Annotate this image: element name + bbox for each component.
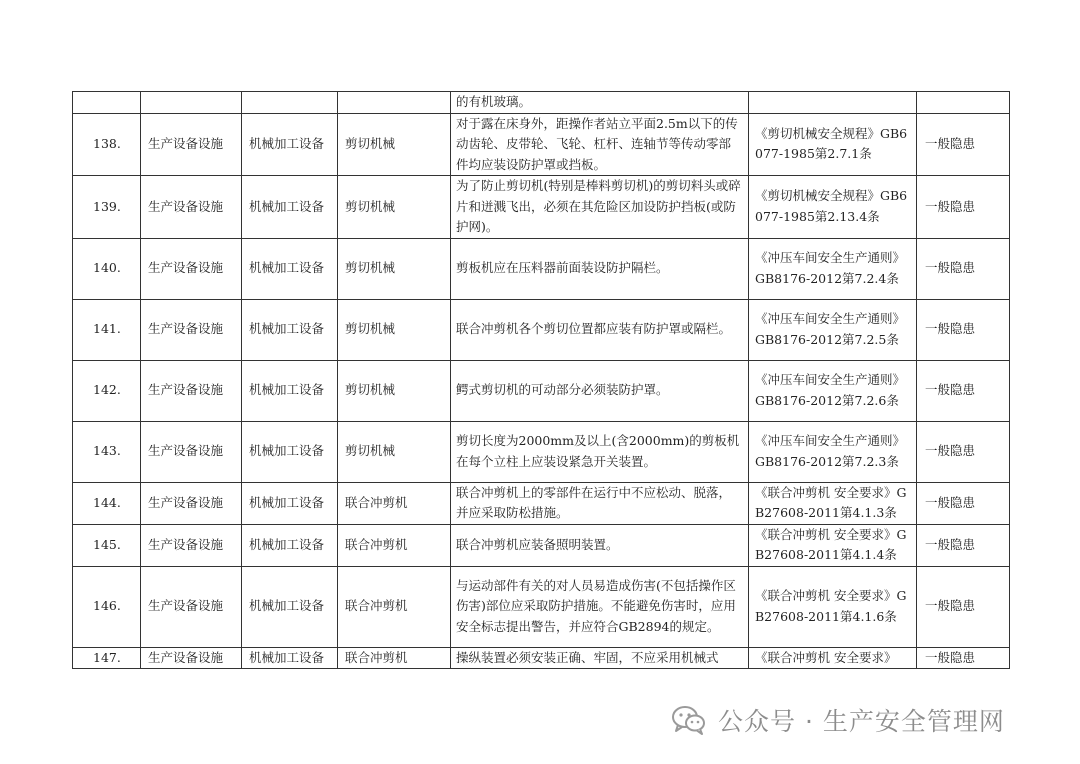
category-cell: 生产设备设施 xyxy=(141,176,242,239)
row-number-cell: 139. xyxy=(73,176,141,239)
table-row-continuation xyxy=(73,92,1010,114)
table-row xyxy=(73,238,1010,299)
row-number-cell: 147. xyxy=(73,647,141,669)
machine-cell: 剪切机械 xyxy=(338,299,451,360)
machine-cell: 联合冲剪机 xyxy=(338,524,451,566)
level-cell: 一般隐患 xyxy=(917,113,1010,176)
level-cell: 一般隐患 xyxy=(917,238,1010,299)
description-cell: 与运动部件有关的对人员易造成伤害(不包括操作区伤害)部位应采取防护措施。不能避免伤害时，应用安全标志提出警告，并应符合GB2894的规定。 xyxy=(451,566,749,647)
category-cell xyxy=(141,92,242,114)
row-number-cell: 140. xyxy=(73,238,141,299)
basis-cell: 《冲压车间安全生产通则》GB8176-2012第7.2.4条 xyxy=(749,238,917,299)
watermark-text: 公众号 · 生产安全管理网 xyxy=(718,707,1005,736)
machine-cell: 剪切机械 xyxy=(338,421,451,482)
level-cell: 一般隐患 xyxy=(917,421,1010,482)
description-cell: 对于露在床身外，距操作者站立平面2.5m以下的传动齿轮、皮带轮、飞轮、杠杆、连轴节等传动零部件均应装设防护罩或挡板。 xyxy=(451,113,749,176)
level-cell: 一般隐患 xyxy=(917,299,1010,360)
equipment-cell: 机械加工设备 xyxy=(242,524,338,566)
description-cell: 为了防止剪切机(特别是棒料剪切机)的剪切料头或碎片和迸溅飞出，必须在其危险区加设防护挡板(或防护网)。 xyxy=(451,176,749,239)
level-cell: 一般隐患 xyxy=(917,566,1010,647)
table-row xyxy=(73,647,1010,669)
table-row xyxy=(73,360,1010,421)
equipment-cell: 机械加工设备 xyxy=(242,299,338,360)
hazard-table xyxy=(72,91,1010,669)
equipment-cell: 机械加工设备 xyxy=(242,647,338,669)
category-cell: 生产设备设施 xyxy=(141,238,242,299)
row-number-cell: 144. xyxy=(73,482,141,524)
basis-cell: 《冲压车间安全生产通则》GB8176-2012第7.2.5条 xyxy=(749,299,917,360)
equipment-cell xyxy=(242,92,338,114)
row-number-cell: 138. xyxy=(73,113,141,176)
machine-cell: 剪切机械 xyxy=(338,113,451,176)
level-cell: 一般隐患 xyxy=(917,176,1010,239)
row-number-cell xyxy=(73,92,141,114)
category-cell: 生产设备设施 xyxy=(141,647,242,669)
description-cell: 联合冲剪机应装备照明装置。 xyxy=(451,524,749,566)
row-number-cell: 143. xyxy=(73,421,141,482)
level-cell: 一般隐患 xyxy=(917,524,1010,566)
category-cell: 生产设备设施 xyxy=(141,421,242,482)
basis-cell: 《联合冲剪机 安全要求》GB27608-2011第4.1.6条 xyxy=(749,566,917,647)
machine-cell: 联合冲剪机 xyxy=(338,482,451,524)
category-cell: 生产设备设施 xyxy=(141,113,242,176)
level-cell: 一般隐患 xyxy=(917,647,1010,669)
description-cell: 联合冲剪机上的零部件在运行中不应松动、脱落，并应采取防松措施。 xyxy=(451,482,749,524)
level-cell xyxy=(917,92,1010,114)
description-cell: 联合冲剪机各个剪切位置都应装有防护罩或隔栏。 xyxy=(451,299,749,360)
basis-cell: 《联合冲剪机 安全要求》 xyxy=(749,647,917,669)
equipment-cell: 机械加工设备 xyxy=(242,238,338,299)
table-row xyxy=(73,524,1010,566)
table-row xyxy=(73,566,1010,647)
row-number-cell: 145. xyxy=(73,524,141,566)
description-cell: 操纵装置必须安装正确、牢固，不应采用机械式 xyxy=(451,647,749,669)
description-cell: 剪板机应在压料器前面装设防护隔栏。 xyxy=(451,238,749,299)
basis-cell: 《联合冲剪机 安全要求》GB27608-2011第4.1.3条 xyxy=(749,482,917,524)
table-row xyxy=(73,113,1010,176)
basis-cell: 《联合冲剪机 安全要求》GB27608-2011第4.1.4条 xyxy=(749,524,917,566)
machine-cell: 剪切机械 xyxy=(338,176,451,239)
basis-cell: 《冲压车间安全生产通则》GB8176-2012第7.2.6条 xyxy=(749,360,917,421)
equipment-cell: 机械加工设备 xyxy=(242,482,338,524)
basis-cell: 《剪切机械安全规程》GB6077-1985第2.7.1条 xyxy=(749,113,917,176)
equipment-cell: 机械加工设备 xyxy=(242,566,338,647)
basis-cell: 《剪切机械安全规程》GB6077-1985第2.13.4条 xyxy=(749,176,917,239)
description-cell: 的有机玻璃。 xyxy=(451,92,749,114)
equipment-cell: 机械加工设备 xyxy=(242,360,338,421)
row-number-cell: 146. xyxy=(73,566,141,647)
description-cell: 剪切长度为2000mm及以上(含2000mm)的剪板机在每个立柱上应装设紧急开关装置。 xyxy=(451,421,749,482)
description-cell: 鳄式剪切机的可动部分必须装防护罩。 xyxy=(451,360,749,421)
table-row xyxy=(73,176,1010,239)
machine-cell: 联合冲剪机 xyxy=(338,647,451,669)
table-row xyxy=(73,482,1010,524)
equipment-cell: 机械加工设备 xyxy=(242,176,338,239)
category-cell: 生产设备设施 xyxy=(141,299,242,360)
watermark xyxy=(672,700,1005,740)
basis-cell: 《冲压车间安全生产通则》GB8176-2012第7.2.3条 xyxy=(749,421,917,482)
machine-cell: 剪切机械 xyxy=(338,360,451,421)
machine-cell: 剪切机械 xyxy=(338,238,451,299)
category-cell: 生产设备设施 xyxy=(141,566,242,647)
row-number-cell: 141. xyxy=(73,299,141,360)
table-row xyxy=(73,421,1010,482)
row-number-cell: 142. xyxy=(73,360,141,421)
wechat-icon xyxy=(672,705,706,735)
category-cell: 生产设备设施 xyxy=(141,360,242,421)
equipment-cell: 机械加工设备 xyxy=(242,113,338,176)
basis-cell xyxy=(749,92,917,114)
category-cell: 生产设备设施 xyxy=(141,524,242,566)
machine-cell: 联合冲剪机 xyxy=(338,566,451,647)
category-cell: 生产设备设施 xyxy=(141,482,242,524)
machine-cell xyxy=(338,92,451,114)
equipment-cell: 机械加工设备 xyxy=(242,421,338,482)
level-cell: 一般隐患 xyxy=(917,360,1010,421)
table-row xyxy=(73,299,1010,360)
level-cell: 一般隐患 xyxy=(917,482,1010,524)
